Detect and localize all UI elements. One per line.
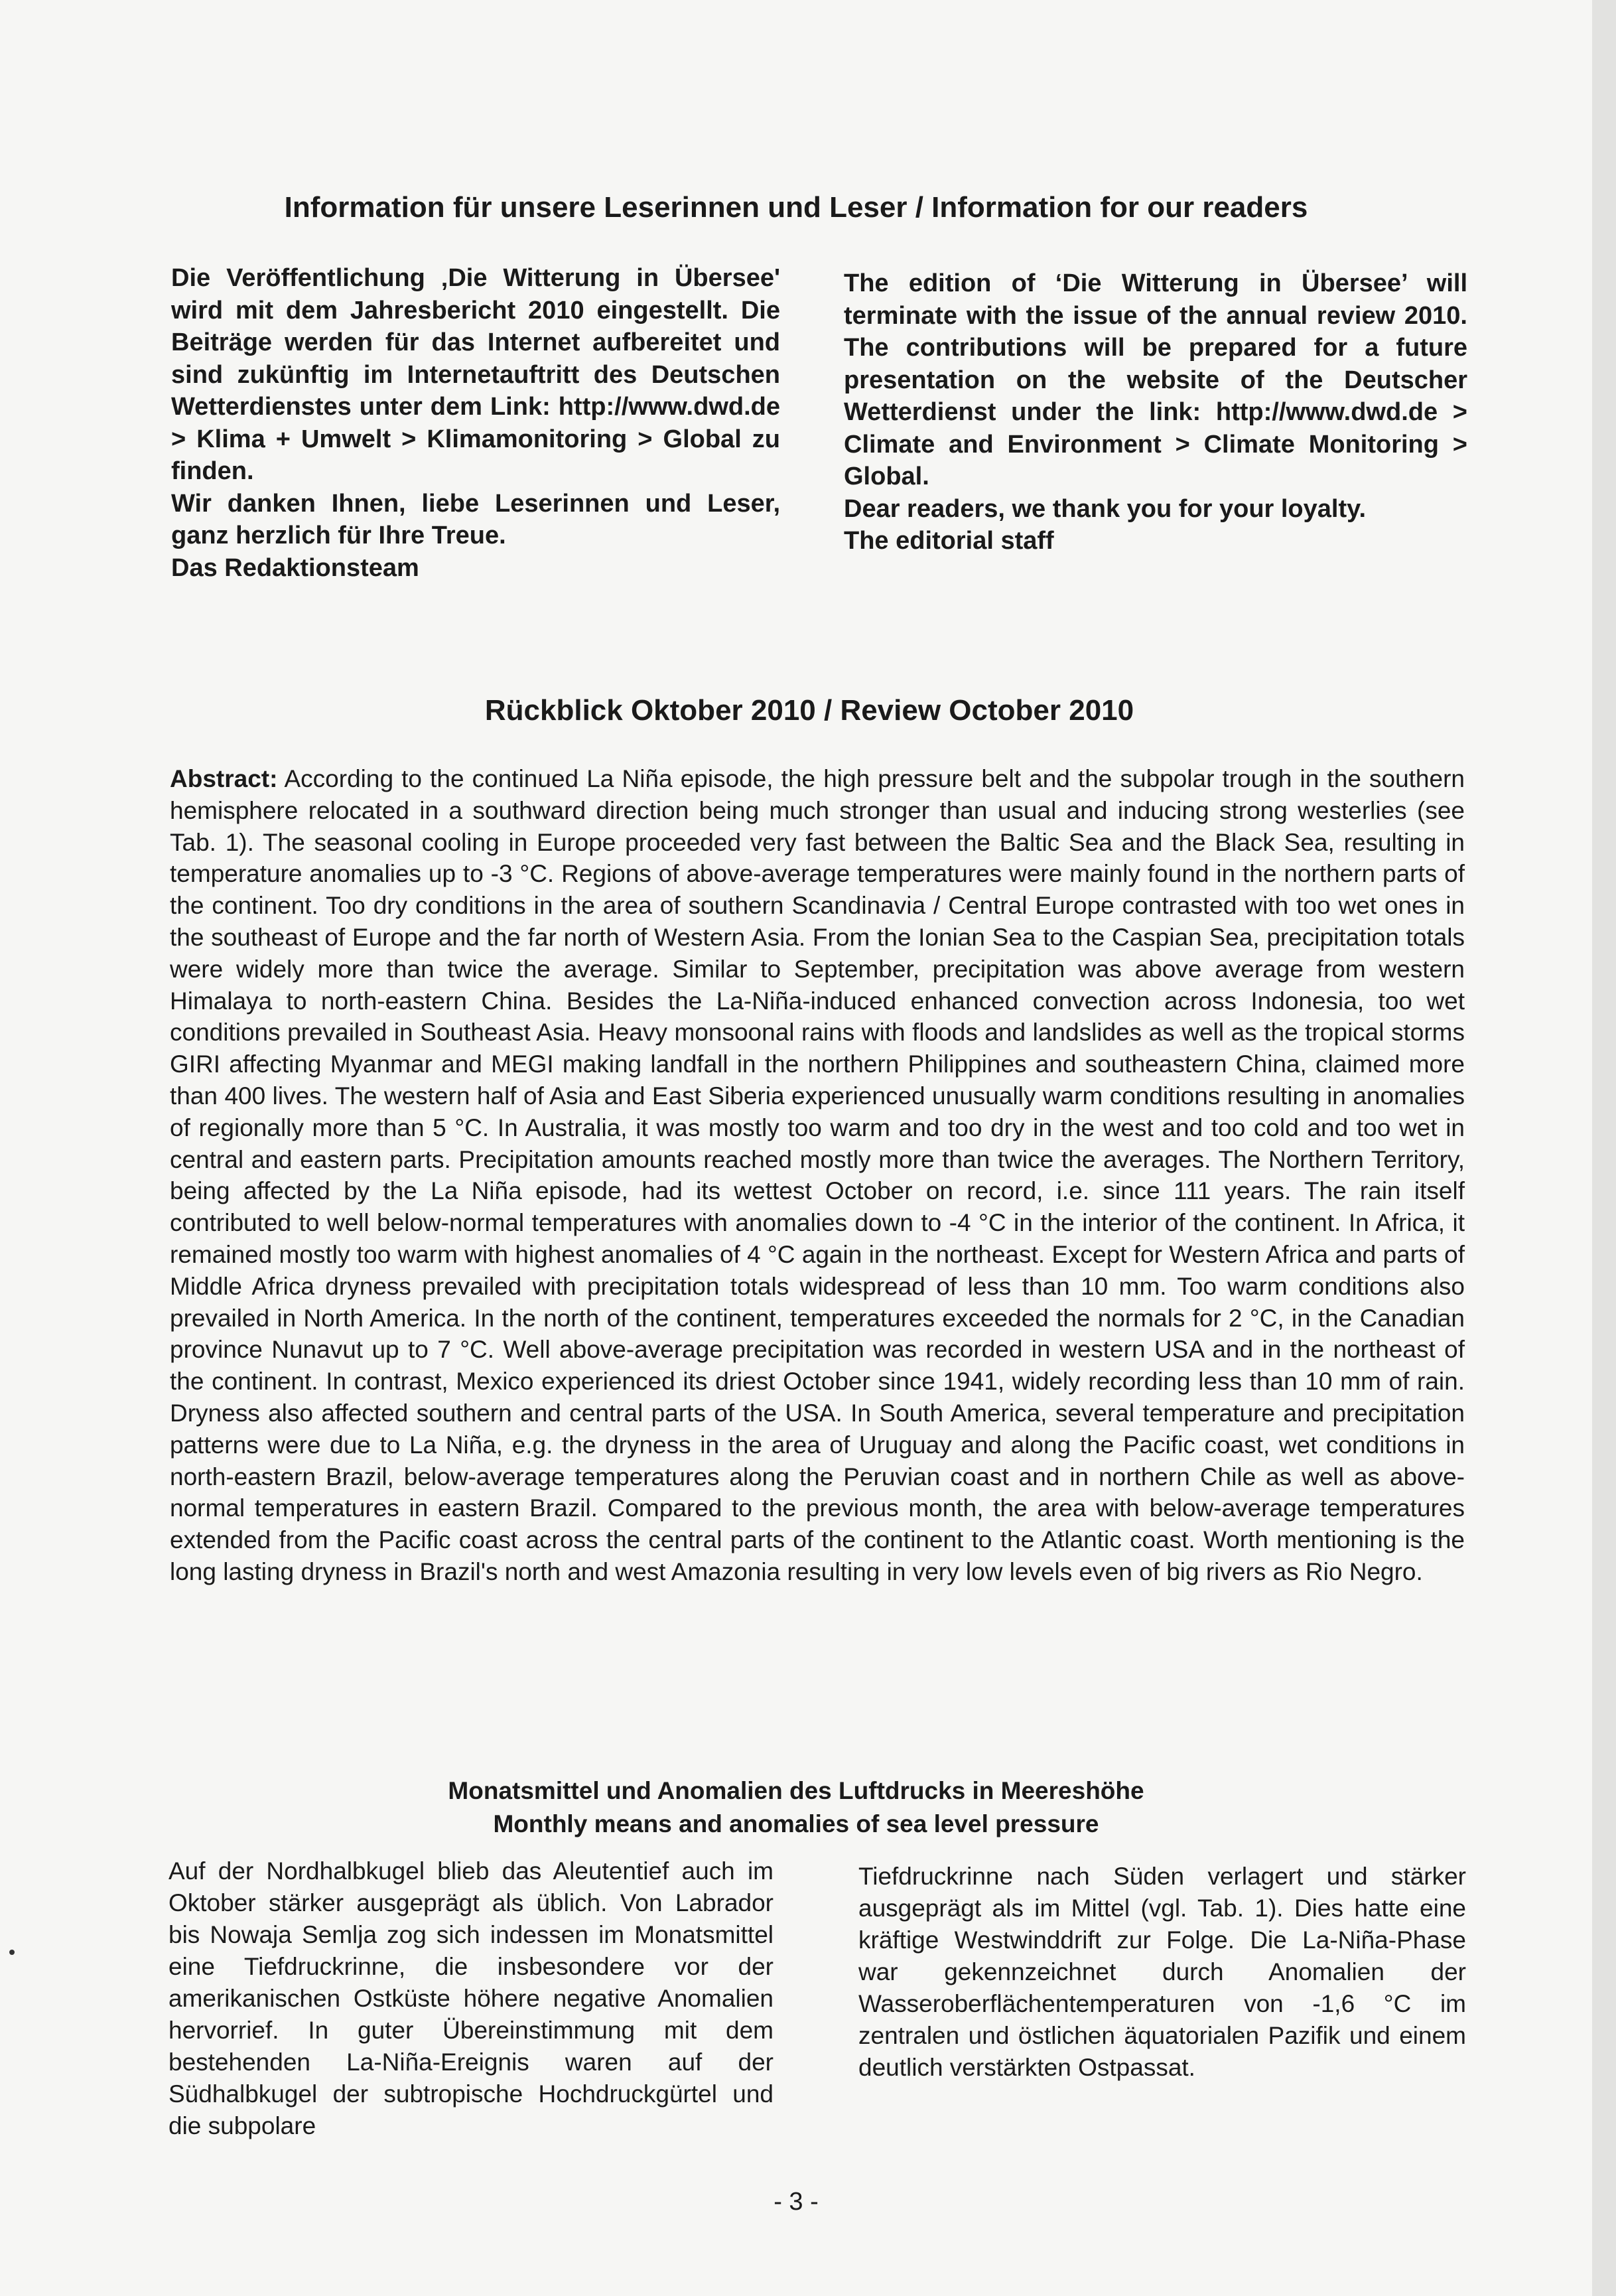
pressure-left-column: Auf der Nordhalbkugel blieb das Aleutentief auch im Oktober stärker ausgeprägt als üblich. Von Labrador bis Nowaja Semlja zog sich indessen im Monatsmittel eine Tiefdruckrinne, die insbesondere vor der amerikanischen Ostküste höhere negative Anomalien hervorrief. In guter Übereinstimmung mit dem bestehenden La-Niña-Ereignis waren auf der Südhalbkugel der subtropische Hochdruckgürtel und die subpolare [168, 1857, 774, 2139]
review-heading: Rückblick Oktober 2010 / Review October 2010 [484, 694, 1134, 727]
info-german-body: Die Veröffentlichung ‚Die Witterung in Übersee' wird mit dem Jahresbericht 2010 eingestellt. Die Beiträge werden für das Internet aufbereitet und sind zukünftig im Internetauftritt des Deutschen Wetterdienstes unter dem Link: http://www.dwd.de > Klima + Umwelt > Klimamonitoring > Global zu finden. [171, 264, 780, 485]
pressure-heading-english: Monthly means and anomalies of sea level pressure [493, 1810, 1099, 1837]
abstract-text: According to the continued La Niña episode, the high pressure belt and the subpolar trough in the southern hemisphere relocated in a southward direction being much stronger than usual and inducing strong westerlies (see Tab. 1). The seasonal cooling in Europe proceeded very fast between the Baltic Sea and the Black Sea, resulting in temperature anomalies up to -3 °C. Regions of above-average temperatures were mainly found in the northern parts of the continent. Too dry conditions in the area of southern Scandinavia / Central Europe contrasted with too wet ones in the southeast of Europe and the far north of Western Asia. From the Ionian Sea to the Caspian Sea, precipitation totals were widely more than twice the average. Similar to September, precipitation was above average from western Himalaya to north-eastern China. Besides the La-Niña-induced enhanced convection across Indonesia, too wet conditions prevailed in Southeast Asia. Heavy monsoonal rains with floods and landslides as well as the tropical storms GIRI affecting Myanmar and MEGI making landfall in the northern Philippines and southeastern China, claimed more than 400 lives. The western half of Asia and East Siberia experienced unusually warm conditions resulting in anomalies of regionally more than 5 °C. In Australia, it was mostly too warm and too dry in the west and too cold and too wet in central and eastern parts. Precipitation amounts reached mostly more than twice the averages. The Northern Territory, being affected by the La Niña episode, had its wettest October on record, i.e. since 111 years. The rain itself contributed to well below-normal temperatures with anomalies down to -4 °C in the interior of the continent. In Africa, it remained mostly too warm with highest anomalies of 4 °C again in the northeast. Except for Western Africa and parts of Middle Africa dryness prevailed with precipitation totals widespread of less than 10 mm. Too warm conditions also prevailed in North America. In the north of the continent, temperatures exceeded the normals for 2 °C, in the Canadian province Nunavut up to 7 °C. Well above-average precipitation was recorded in western USA and in the northeast of the continent. In contrast, Mexico experienced its driest October since 1941, widely recording less than 10 mm of rain. Dryness also affected southern and central parts of the USA. In South America, several temperature and precipitation patterns were due to La Niña, e.g. the dryness in the area of Uruguay and along the Pacific coast, wet conditions in north-eastern Brazil, below-average temperatures along the Peruvian coast and in northern Chile as well as above-normal temperatures in eastern Brazil. Compared to the previous month, the area with below-average temperatures extended from the Pacific coast across the central parts of the continent to the Atlantic coast. Worth mentioning is the long lasting dryness in Brazil's north and west Amazonia resulting in very low levels even of big rivers as Rio Negro. [170, 765, 1465, 1585]
info-english-signature: The editorial staff [844, 527, 1054, 555]
info-english-thanks: Dear readers, we thank you for your loyalty. [844, 494, 1366, 523]
page-number: - 3 - [774, 2188, 819, 2216]
info-heading: Information für unsere Leserinnen und Leser / Information for our readers [284, 191, 1308, 224]
info-german-thanks: Wir danken Ihnen, liebe Leserinnen und Leser, ganz herzlich für Ihre Treue. [171, 489, 780, 549]
info-english-body: The edition of ‘Die Witterung in Übersee’ will terminate with the issue of the annual review 2010. The contributions will be prepared for a future presentation on the website of the Deutscher Wetterdienst under the link: http://www.dwd.de > Climate and Environment > Climate Monitoring > Global. [844, 269, 1467, 490]
pressure-heading-german: Monatsmittel und Anomalien des Luftdrucks in Meereshöhe [448, 1777, 1144, 1804]
pressure-right-column: Tiefdruckrinne nach Süden verlagert und stärker ausgeprägt als im Mittel (vgl. Tab. 1). Dies hatte eine kräftige Westwinddrift zur Folge. Die La-Niña-Phase war gekennzeichnet durch Anomalien der Wasseroberflächentemperaturen von -1,6 °C im zentralen und östlichen äquatorialen Pazifik und einem deutlich verstärkten Ostpassat. [858, 1863, 1466, 2081]
info-german-column [171, 262, 780, 584]
info-german-signature: Das Redaktionsteam [171, 553, 419, 582]
margin-dot [9, 1950, 15, 1955]
abstract-paragraph [170, 763, 1465, 1588]
abstract-label: Abstract: [170, 765, 278, 792]
info-english-column [844, 267, 1467, 557]
scan-edge [1592, 0, 1616, 2296]
